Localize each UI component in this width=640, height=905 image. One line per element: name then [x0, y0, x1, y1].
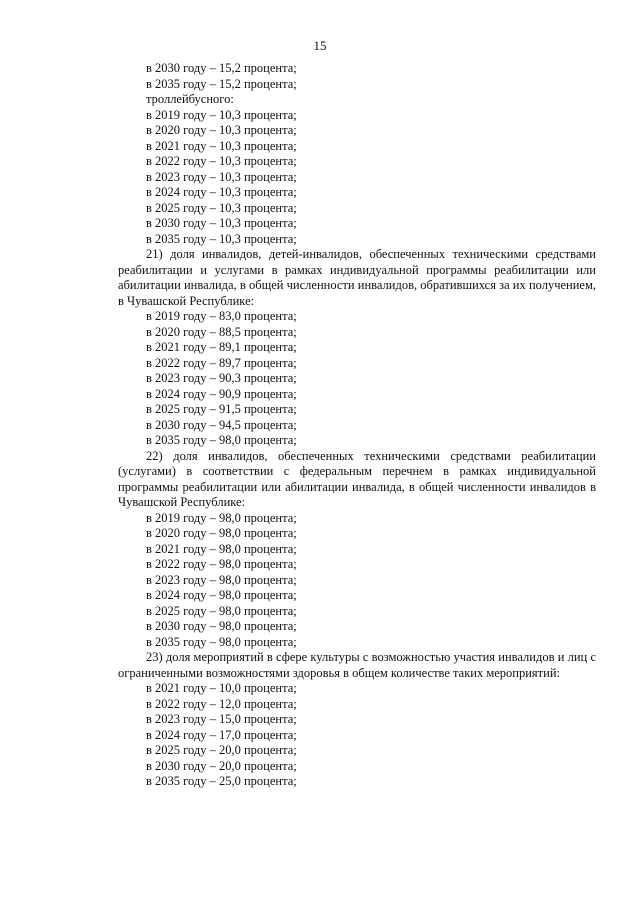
list-line: в 2030 году – 20,0 процента; [146, 758, 297, 773]
list-line: в 2020 году – 98,0 процента; [146, 526, 297, 540]
list-line: в 2035 году – 15,2 процента; [146, 76, 297, 91]
list-line: в 2020 году – 10,3 процента; [146, 123, 297, 137]
list-line: в 2020 году – 88,5 процента; [146, 324, 297, 339]
list-line: в 2025 году – 20,0 процента; [146, 743, 297, 757]
list-line: в 2035 году – 98,0 процента; [146, 634, 297, 649]
page-number: 15 [313, 38, 327, 53]
list-line: в 2035 году – 10,3 процента; [146, 231, 297, 246]
list-line: в 2024 году – 10,3 процента; [146, 185, 297, 199]
list-line: в 2019 году – 98,0 процента; [146, 510, 297, 525]
list-line: в 2022 году – 89,7 процента; [146, 355, 297, 370]
list-line: в 2021 году – 98,0 процента; [146, 541, 297, 556]
list-line: в 2019 году – 10,3 процента; [146, 107, 297, 122]
paragraph: 23) доля мероприятий в сфере культуры с возможностью участия инвалидов и лиц с ограниченными возможностями здоровья в общем количестве таких мероприятий: [118, 650, 596, 680]
list-line: в 2021 году – 10,3 процента; [146, 138, 297, 153]
document-body [118, 61, 596, 790]
list-line: в 2023 году – 15,0 процента; [146, 712, 297, 726]
list-line: в 2030 году – 15,2 процента; [146, 61, 297, 75]
paragraph: 22) доля инвалидов, обеспеченных техническими средствами реабилитации (услугами) в соответствии с федеральным перечнем в рамках индивидуальной программы реабилитации или абилитации инвалида, в общей численности инвалидов в Чувашской Республике: [118, 448, 596, 509]
list-line: в 2035 году – 98,0 процента; [146, 433, 297, 447]
list-line: в 2035 году – 25,0 процента; [146, 774, 297, 788]
list-line: в 2025 году – 10,3 процента; [146, 200, 297, 215]
list-line: в 2030 году – 98,0 процента; [146, 619, 297, 633]
list-line: в 2030 году – 94,5 процента; [146, 417, 297, 432]
list-line: в 2025 году – 98,0 процента; [146, 603, 297, 618]
list-line: в 2022 году – 10,3 процента; [146, 154, 297, 168]
list-line: в 2022 году – 12,0 процента; [146, 696, 297, 711]
list-line: в 2021 году – 89,1 процента; [146, 340, 297, 354]
list-line: в 2019 году – 83,0 процента; [146, 309, 297, 323]
list-line: в 2022 году – 98,0 процента; [146, 557, 297, 571]
list-line: в 2023 году – 10,3 процента; [146, 169, 297, 184]
list-line: в 2023 году – 98,0 процента; [146, 572, 297, 587]
list-line: в 2024 году – 90,9 процента; [146, 386, 297, 401]
list-line: в 2030 году – 10,3 процента; [146, 216, 297, 230]
list-line: в 2021 году – 10,0 процента; [146, 681, 297, 695]
list-line: в 2024 году – 98,0 процента; [146, 588, 297, 602]
paragraph: 21) доля инвалидов, детей-инвалидов, обеспеченных техническими средствами реабилитации и услугами в рамках индивидуальной программы реабилитации или абилитации инвалида, в общей численности инвалидов, обратившихся за их получением, в Чувашской Республике: [118, 247, 596, 308]
list-line: в 2024 году – 17,0 процента; [146, 727, 297, 742]
list-line: в 2025 году – 91,5 процента; [146, 402, 297, 416]
list-line: в 2023 году – 90,3 процента; [146, 371, 297, 385]
list-line: троллейбусного: [146, 92, 234, 106]
